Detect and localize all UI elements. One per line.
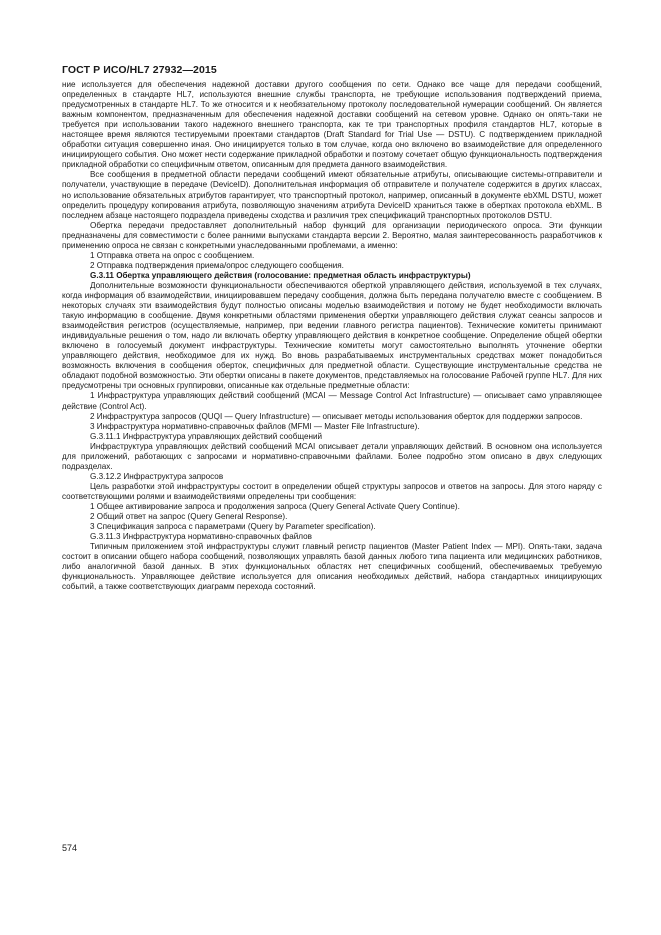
list-item: 2 Отправка подтверждения приема/опрос следующего сообщения. (90, 260, 344, 270)
paragraph: Цель разработки этой инфраструктуры состоит в определении общей структуры запросов и ответов на запросы. Для этого наряду с соответствующими ролями и взаимодействиями определены три сообщения: (62, 481, 602, 501)
subsection-heading: G.3.12.2 Инфраструктура запросов (90, 471, 224, 481)
list-item: 2 Общий ответ на запрос (Query General Response). (90, 512, 288, 522)
list-item: 1 Инфраструктура управляющих действий сообщений (MCAI — Message Control Act Infrastructure) — описывает само управляющее действие (Control Act). (62, 391, 602, 411)
document-body (62, 80, 602, 592)
paragraph: ние используется для обеспечения надежной доставки другого сообщения по сети. Однако все чаще для передачи сообщений, определенных в стандарте HL7, используются внешние службы транспорта, не требующие использования подтверждений приема, предусмотренных в стандарте HL7. То же относится и к необязательному протоколу последовательной нумерации сообщений. Он является важным компонентом, предназначенным для обеспечения надежной доставки сообщений на сетевом уровне. Однако он опять-таки не требуется при использовании такого надежного внешнего транспорта, как те три транспортных профиля стандартов HL7, которые в настоящее время являются тестируемыми проектами стандартов (Draft Standard for Trial Use — DSTU). С подтверждением прикладной обработки ситуация совершенно иная. Оно инициируется только в том случае, когда оно включено во взаимодействие для определенного инициирующего события. Оно может нести содержание прикладной обработки и поэтому сочетает общую функциональность подтверждения прикладной обработки со специфичным ответом, описанным для предмета данного взаимодействия. (62, 80, 602, 170)
list-item: 3 Инфраструктура нормативно-справочных файлов (MFMI — Master File Infrastructure). (90, 421, 420, 431)
list-item: 1 Отправка ответа на опрос с сообщением. (90, 250, 255, 260)
document-header: ГОСТ Р ИСО/HL7 27932—2015 (62, 64, 217, 76)
list-item: 3 Спецификация запроса с параметрами (Query by Parameter specification). (90, 522, 376, 532)
subsection-heading: G.3.11.1 Инфраструктура управляющих действий сообщений (90, 431, 323, 441)
subsection-heading: G.3.11.3 Инфраструктура нормативно-справочных файлов (90, 532, 312, 542)
paragraph: Обертка передачи предоставляет дополнительный набор функций для организации периодического опроса. Эти функции предназначены для совместимости с более ранними выпусками стандарта версии 2. Вероятно, малая заинтересованность разработчиков к применению опроса не связан с конкретными унаследованными проблемами, а именно: (62, 220, 602, 250)
page-number: 574 (62, 843, 78, 853)
list-item: 1 Общее активирование запроса и продолжения запроса (Query General Activate Query Continue). (90, 501, 460, 511)
list-item: 2 Инфраструктура запросов (QUQI — Query Infrastructure) — описывает методы использования оберток для поддержки запросов. (90, 411, 583, 421)
section-heading: G.3.11 Обертка управляющего действия (голосование: предметная область инфраструктуры) (90, 270, 471, 280)
paragraph: Инфраструктура управляющих действий сообщений MCAI описывает детали управляющих действий. В основном она используется для приложений, работающих с запросами и нормативно-справочными файлами. Более подробно этом описано в двух следующих подразделах. (62, 441, 602, 471)
paragraph: Типичным приложением этой инфраструктуры служит главный регистр пациентов (Master Patient Index — MPI). Опять-таки, задача состоит в описании общего набора сообщений, позволяющих управлять базой данных любого типа пациента или медицинских работников, либо аналогичной базой данных. В этих функциональных областях нет специфичных сообщений, обеспечиваемых требуемую функциональность. Управляющее действие используется для описания необходимых действий, набора стандартных инициирующих событий, а также соответствующих диаграмм перехода состояний. (62, 542, 602, 592)
paragraph: Все сообщения в предметной области передачи сообщений имеют обязательные атрибуты, описывающие системы-отправители и получатели, участвующие в передаче (DeviceID). Дополнительная информация об отправителе и получателе содержится в других классах, но использование обязательных атрибутов гарантирует, что транспортный протокол, например, описанный в документе ebXML DSTU, может определить процедуру копирования атрибута, позволяющую значениям атрибута DeviceID храниться также в обертках протокола ebXML. В последнем абзаце настоящего подраздела приведены сходства и различия трех спецификаций транспортных протоколов DSTU. (62, 170, 602, 220)
paragraph: Дополнительные возможности функциональности обеспечиваются оберткой управляющего действия, используемой в тех случаях, когда информация об взаимодействии, инициировавшем передачу сообщения, должна быть передана получателю вместе с сообщением. В некоторых случаях эти взаимодействия будут полностью описаны моделью взаимодействия и потому не будет необходимости включать такую информацию в сообщение. Двумя конкретными областями применения обертки управляющего действия служат сеансы запросов и взаимодействия регистров (осуществляемые, например, при ведении главного регистра пациентов). Технические комитеты принимают индивидуальные решения о том, надо ли включать обертку управляющего действия в конкретное сообщение. Определение общей обертки включено в голосуемый документ инфраструктуры. Технические комитеты могут самостоятельно выполнять уточнение обертки управляющего действия, необходимое для их нужд. Во вновь разрабатываемых инструментальных средствах может понадобиться возможность включения в сообщения оберток, специфичных для предметной области. Существующие инструментальные средства не обладают подобной возможностью. Эти обертки описаны в пакете документов, представляемых на голосование Рабочей группе HL7. Для них предусмотрены три основных группировки, описанные как отдельные предметные области: (62, 280, 602, 391)
